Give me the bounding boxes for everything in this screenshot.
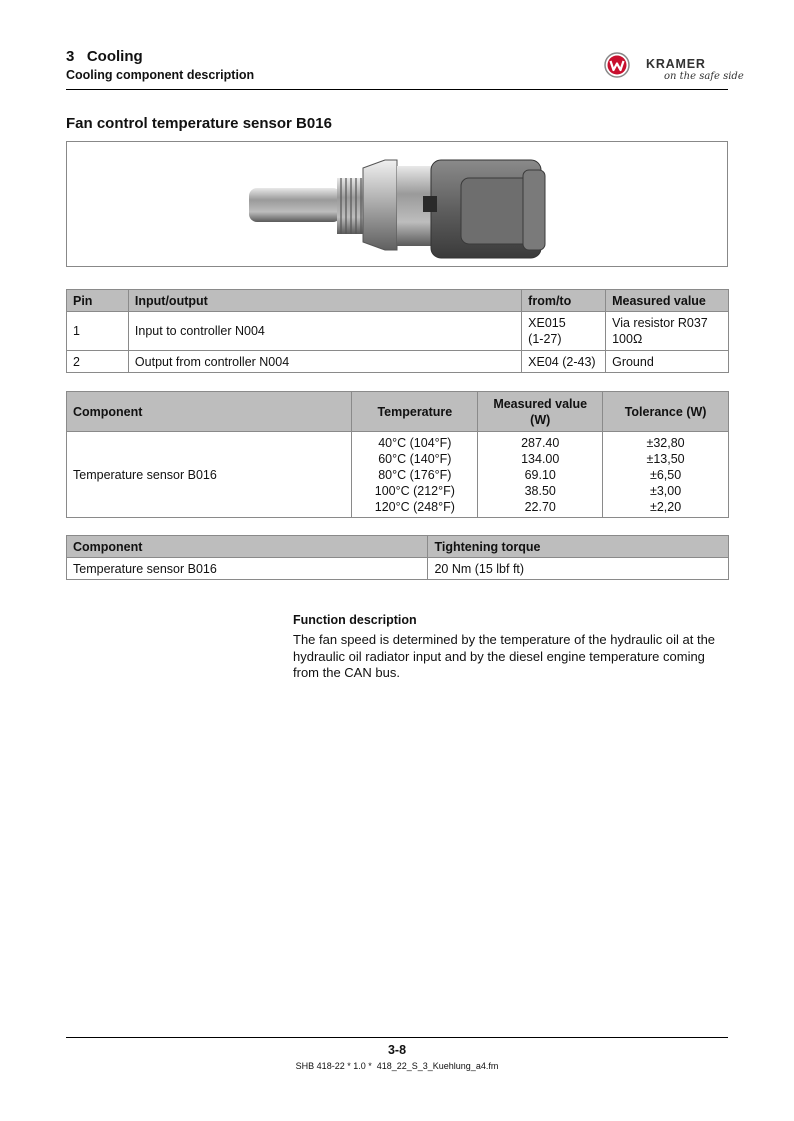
component-cell: Temperature sensor B016 [67, 432, 352, 518]
brand-name: KRAMER [646, 57, 706, 71]
measured-header-label: Measured value [493, 396, 588, 411]
tolerance-cell [603, 432, 729, 518]
tolerance-value: ±6,50 [649, 467, 682, 482]
tolerance-value: ±3,00 [649, 483, 682, 498]
column-header: Tightening torque [428, 536, 729, 558]
from-to-cell [522, 312, 606, 351]
component-cell: Temperature sensor B016 [67, 558, 428, 580]
pin-cell: 1 [67, 312, 129, 351]
measured-value-cell [478, 432, 603, 518]
pin-cell: 2 [67, 351, 129, 373]
torque-table [66, 535, 729, 580]
measured-header-unit: (W) [530, 412, 551, 427]
column-header: Input/output [128, 290, 521, 312]
column-header: from/to [522, 290, 606, 312]
page-number: 3-8 [387, 1043, 407, 1057]
footer-file-reference: SHB 418-22 * 1.0 * 418_22_S_3_Kuehlung_a4.fm [295, 1061, 499, 1071]
tolerance-header-unit: (W) [686, 404, 707, 419]
function-description-title: Function description [293, 613, 417, 627]
tolerance-header-label: Tolerance [624, 404, 683, 419]
table-row [67, 558, 729, 580]
from-to-cell: XE04 (2-43) [522, 351, 606, 373]
resistance-table [66, 391, 729, 518]
sensor-photo-frame [66, 141, 728, 267]
measured-cell [606, 312, 729, 351]
column-header: Measured value [606, 290, 729, 312]
measured-value: 287.40 [521, 435, 560, 450]
sensor-photo [67, 142, 727, 266]
from-to-line: XE015 [528, 316, 566, 330]
temperature-value: 40°C (104°F) [378, 435, 452, 450]
column-header: Component [67, 392, 352, 432]
io-cell: Output from controller N004 [128, 351, 521, 373]
measured-line: Via resistor R037 [612, 316, 708, 330]
resistance-table-header [67, 392, 729, 432]
pin-table [66, 289, 729, 373]
chapter-heading: 3 Cooling [66, 48, 143, 65]
tolerance-value: ±32,80 [646, 435, 685, 450]
from-to-line: (1-27) [528, 332, 562, 346]
tolerance-value: ±2,20 [649, 499, 682, 514]
header-divider [66, 89, 728, 90]
measured-cell: Ground [606, 351, 729, 373]
temperature-value: 60°C (140°F) [378, 451, 452, 466]
measured-line: 100Ω [612, 332, 643, 346]
table-row [67, 351, 729, 373]
temperature-cell [352, 432, 478, 518]
temperature-value: 100°C (212°F) [374, 483, 455, 498]
kramer-logo-icon [604, 52, 630, 78]
subchapter-heading: Cooling component description [66, 68, 255, 82]
torque-table-header [67, 536, 729, 558]
tolerance-value: ±13,50 [646, 451, 685, 466]
measured-value: 38.50 [524, 483, 556, 498]
table-row [67, 312, 729, 351]
column-header [478, 392, 603, 432]
pin-table-header [67, 290, 729, 312]
footer-divider [66, 1037, 728, 1038]
temperature-value: 120°C (248°F) [374, 499, 455, 514]
measured-value: 22.70 [524, 499, 556, 514]
torque-cell: 20 Nm (15 lbf ft) [428, 558, 729, 580]
column-header: Component [67, 536, 428, 558]
brand-tagline: on the safe side [664, 71, 744, 82]
table-row [67, 432, 729, 518]
column-header: Temperature [352, 392, 478, 432]
column-header [603, 392, 729, 432]
measured-value: 134.00 [521, 451, 560, 466]
io-cell: Input to controller N004 [128, 312, 521, 351]
function-description-body: The fan speed is determined by the temperature of the hydraulic oil at the hydraulic oil radiator input and by the diesel engine temperature coming from the CAN bus. [293, 632, 716, 680]
measured-value: 69.10 [524, 467, 556, 482]
temperature-value: 80°C (176°F) [378, 467, 452, 482]
column-header: Pin [67, 290, 129, 312]
section-title: Fan control temperature sensor B016 [66, 115, 332, 132]
